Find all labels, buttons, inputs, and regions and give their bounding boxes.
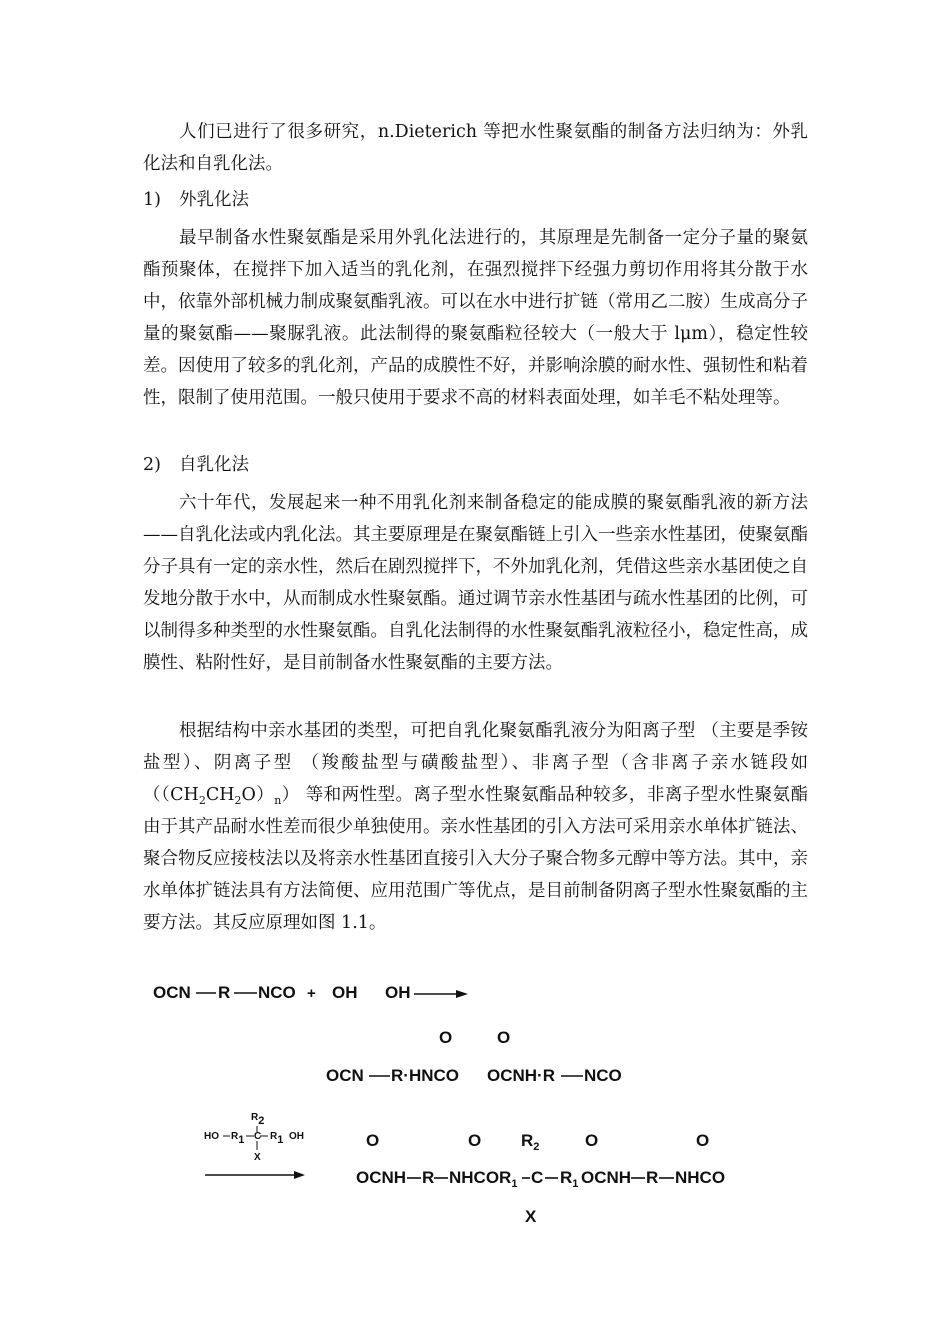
classification-text-d: ） 等和两性型。离子型水性聚氨酯品种较多，非离子型水性聚氨酯由于其产品耐水性差而很少单独使用。亲水性基团的引入方法可采用亲水单体扩链法、聚合物反应接枝法以及将亲水性基团直接引入大分子聚合物多元醇中等方法。其中，亲水单体扩链法具有方法简便、应用范围广等优点，是目前制备阴离子型水性聚氨酯的主要方法。其反应原理如图 1.1。: [143, 785, 808, 933]
reagent-c: C: [254, 1131, 262, 1142]
r3-ocnh-1: OCNH: [356, 1168, 407, 1187]
reagent-x: X: [254, 1152, 261, 1163]
r3-r2: $R_2$: [521, 1131, 540, 1153]
subscript-n: n: [274, 794, 282, 807]
r3-ocnh-2: OCNH: [581, 1168, 632, 1187]
reagent-r2: $R_2$: [251, 1112, 265, 1127]
r2-ocnh-r: OCNH·R: [487, 1066, 555, 1085]
r3-o-4: O: [696, 1131, 710, 1150]
r1-plus: +: [307, 985, 316, 1002]
r3-o-3: O: [585, 1131, 599, 1150]
r2-o-2: O: [497, 1028, 511, 1047]
classification-text-b: CH: [205, 785, 235, 805]
intro-paragraph: 人们已进行了很多研究，n.Dieterich 等把水性聚氨酯的制备方法归纳为：外乳化法和自乳化法。: [143, 122, 808, 174]
r1-oh-2: OH: [385, 983, 411, 1002]
r1-nco: NCO: [258, 983, 296, 1002]
section-1-number: 1): [143, 190, 161, 210]
r3-nhcor1: $NHCOR_1$: [449, 1168, 518, 1190]
r3-r-2: R: [646, 1168, 659, 1187]
r2-r-hnco: R·HNCO: [391, 1066, 459, 1085]
r3-o-2: O: [468, 1131, 482, 1150]
r3-o-1: O: [366, 1131, 380, 1150]
reagent-r1-b: $R_1$: [270, 1131, 284, 1146]
r3-x: X: [525, 1207, 537, 1226]
r2-o-1: O: [439, 1028, 453, 1047]
subscript-2b: 2: [234, 794, 242, 807]
r1-ocn: OCN: [153, 983, 191, 1002]
section-1-title: 外乳化法: [179, 190, 249, 210]
r1-r: R: [218, 983, 231, 1002]
reagent-oh: OH: [289, 1131, 304, 1142]
section-2-title: 自乳化法: [179, 455, 249, 475]
reagent-r1-a: $R_1$: [231, 1131, 245, 1146]
r3-c: C: [531, 1168, 544, 1187]
section-2-number: 2): [143, 455, 161, 475]
subscript-2a: 2: [198, 794, 206, 807]
r3-r-1: R: [422, 1168, 435, 1187]
classification-text-c: O）: [241, 785, 275, 805]
section-1-body: 最早制备水性聚氨酯是采用外乳化法进行的，其原理是先制备一定分子量的聚氨酯预聚体，在搅拌下加入适当的乳化剂，在强烈搅拌下经强力剪切作用将其分散于水中，依靠外部机械力制成聚氨酯乳液。可以在水中进行扩链（常用乙二胺）生成高分子量的聚氨酯——聚脲乳液。此法制得的聚氨酯粒径较大（一般大于 lμm），稳定性较差。因使用了较多的乳化剂，产品的成膜性不好，并影响涂膜的耐水性、强韧性和粘着性，限制了使用范围。一般只使用于要求不高的材料表面处理，如羊毛不粘处理等。: [143, 228, 808, 408]
r1-oh-1: OH: [332, 983, 358, 1002]
r2-nco: NCO: [584, 1066, 622, 1085]
r2-ocn: OCN: [326, 1066, 364, 1085]
section-2-body: 六十年代，发展起来一种不用乳化剂来制备稳定的能成膜的聚氨酯乳液的新方法——自乳化法或内乳化法。其主要原理是在聚氨酯链上引入一些亲水性基团，使聚氨酯分子具有一定的亲水性，然后在剧烈搅拌下，不外加乳化剂，凭借这些亲水基团使之自发地分散于水中，从而制成水性聚氨酯。通过调节亲水性基团与疏水性基团的比例，可以制得多种类型的水性聚氨酯。自乳化法制得的水性聚氨酯乳液粒径小，稳定性高，成膜性、粘附性好，是目前制备水性聚氨酯的主要方法。: [143, 493, 808, 673]
reagent-ho: HO: [204, 1131, 219, 1142]
classification-text-a: 根据结构中亲水基团的类型，可把自乳化聚氨酯乳液分为阳离子型 （主要是季铵盐型）、阴离子型 （羧酸盐型与磺酸盐型）、非离子型（含非离子亲水链段如（（CH: [143, 721, 808, 805]
r3-nhco: NHCO: [675, 1168, 726, 1187]
r3-r1: $R_1$: [560, 1168, 579, 1190]
